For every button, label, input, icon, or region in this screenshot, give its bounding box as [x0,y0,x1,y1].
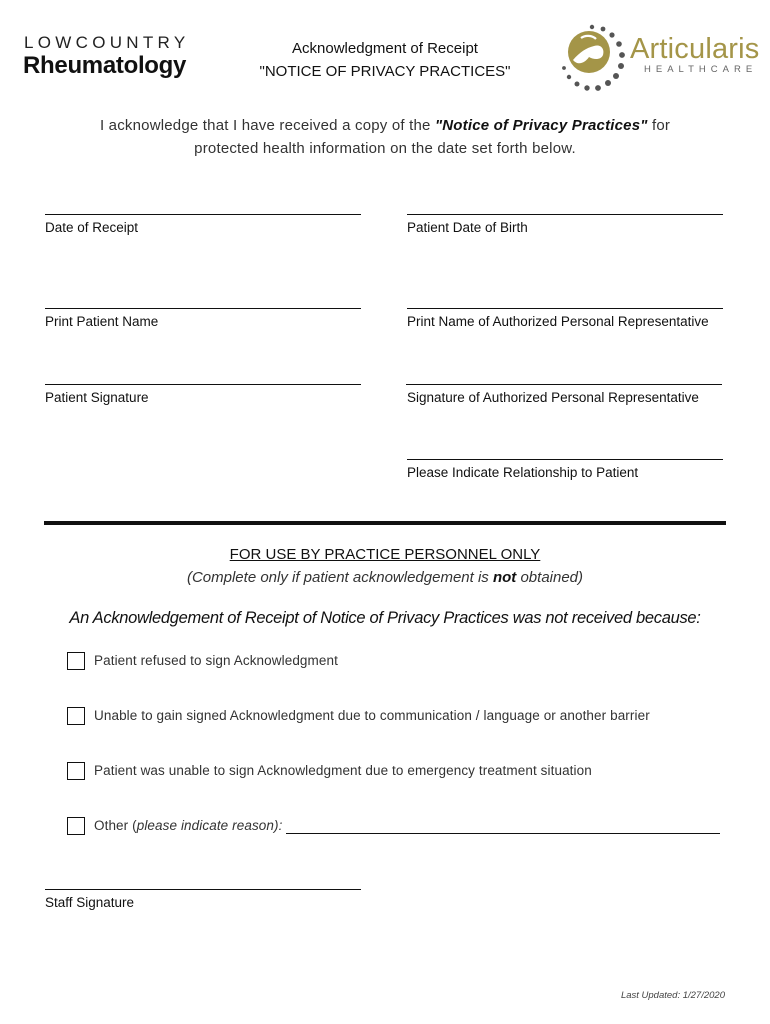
articularis-subtitle: HEALTHCARE [644,64,758,75]
form-title: Acknowledgment of Receipt [292,40,478,57]
checkbox-barrier[interactable] [67,707,85,725]
other-italic: please indicate reason): [136,818,283,833]
relationship-label: Please Indicate Relationship to Patient [407,465,639,480]
personnel-sub-suffix: obtained) [516,569,584,586]
rep-signature-line[interactable] [406,384,722,385]
articularis-emblem-icon [556,22,628,94]
date-of-receipt-label: Date of Receipt [45,220,139,235]
print-rep-name-label: Print Name of Authorized Personal Representative [407,314,709,329]
personnel-heading: FOR USE BY PRACTICE PERSONNEL ONLY [229,546,541,563]
print-rep-name-line[interactable] [407,308,723,309]
date-of-receipt-line[interactable] [45,214,361,215]
acknowledgment-statement [60,114,710,160]
option-emergency-label: Patient was unable to sign Acknowledgment due to emergency treatment situation [94,763,592,778]
checkbox-other[interactable] [67,817,85,835]
intro-line2: protected health information on the date set forth below. [194,140,576,157]
option-refused-label: Patient refused to sign Acknowledgment [94,653,338,668]
patient-dob-line[interactable] [407,214,723,215]
other-reason-line[interactable] [286,833,720,834]
patient-signature-line[interactable] [45,384,361,385]
patient-signature-label: Patient Signature [45,390,149,405]
checkbox-emergency[interactable] [67,762,85,780]
option-barrier-label: Unable to gain signed Acknowledgment due to communication / language or another barrier [94,708,650,723]
patient-dob-label: Patient Date of Birth [407,220,528,235]
personnel-sub-prefix: (Complete only if patient acknowledgement is [186,569,493,586]
print-patient-name-line[interactable] [45,308,361,309]
staff-signature-label: Staff Signature [45,895,135,910]
checkbox-refused[interactable] [67,652,85,670]
personnel-subheading [60,569,710,586]
brand-rheumatology: Rheumatology [23,52,187,79]
form-subtitle: "NOTICE OF PRIVACY PRACTICES" [259,63,511,80]
staff-signature-line[interactable] [45,889,361,890]
articularis-name: Articularis [630,33,760,65]
print-patient-name-label: Print Patient Name [45,314,159,329]
personnel-sub-emphasis: not [492,569,517,586]
option-other-label [94,818,282,833]
intro-suffix: for [647,117,671,134]
other-prefix: Other ( [94,818,137,833]
reason-heading: An Acknowledgement of Receipt of Notice of Privacy Practices was not received because: [69,609,701,627]
intro-emphasis: "Notice of Privacy Practices" [434,117,648,134]
last-updated: Last Updated: 1/27/2020 [620,990,725,1001]
brand-lowcountry: LOWCOUNTRY [24,33,190,52]
rep-signature-label: Signature of Authorized Personal Representative [407,390,699,405]
intro-prefix: I acknowledge that I have received a copy of the [99,117,435,134]
section-divider [44,521,726,525]
relationship-line[interactable] [407,459,723,460]
